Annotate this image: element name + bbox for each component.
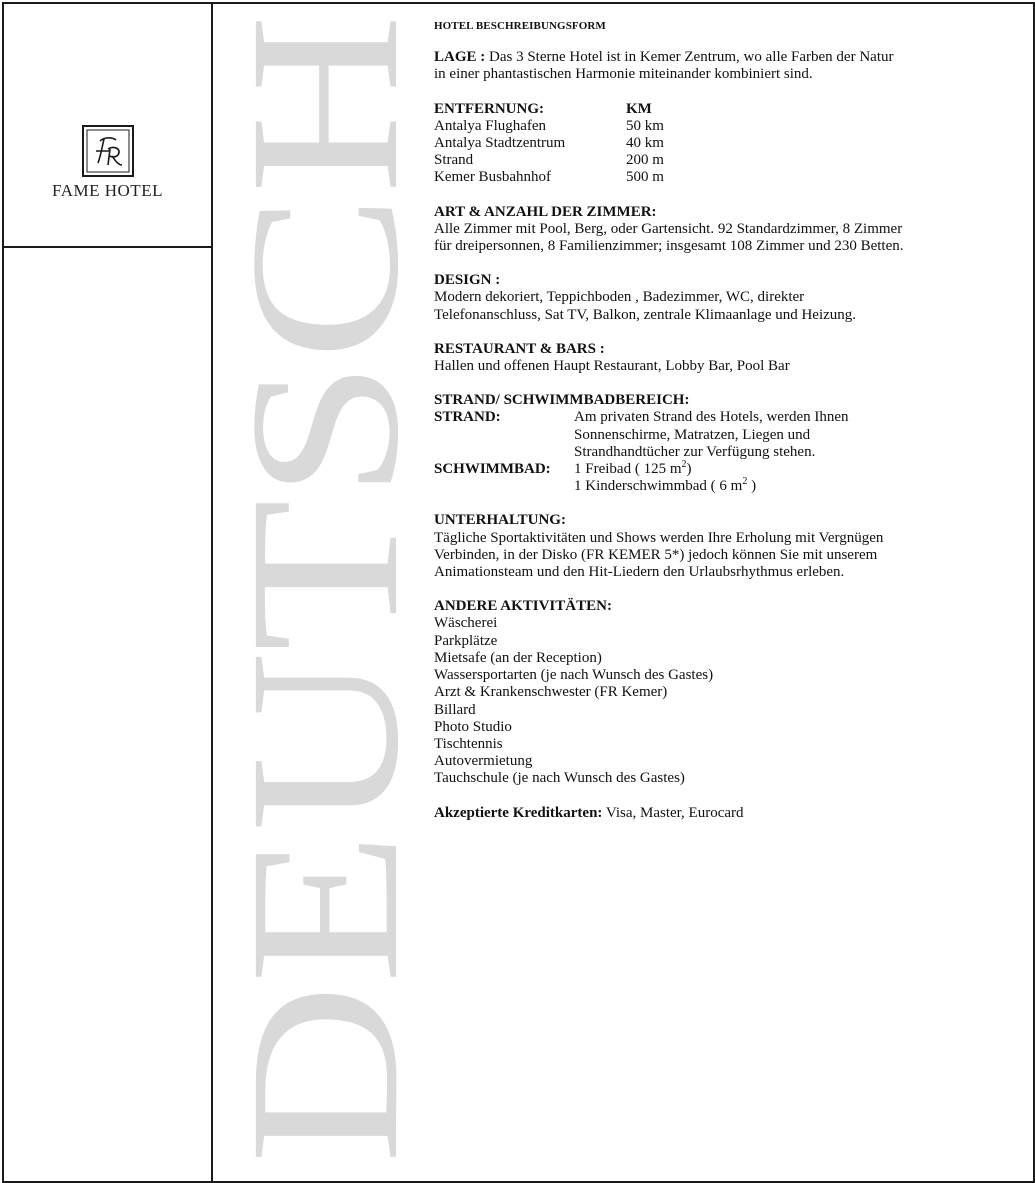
zimmer-text: Alle Zimmer mit Pool, Berg, oder Gartensicht. 92 Standardzimmer, 8 Zimmer für dreipersonnen, 8 Familienzimmer; insgesamt 108 Zimmer und 230 Betten. [434,220,904,255]
document-title: HOTEL BESCHREIBUNGSFORM [434,20,606,32]
language-watermark [206,4,443,1181]
section-lage [434,49,904,83]
watermark-text: DEUTSCH [206,177,443,1164]
distance-row [434,169,904,186]
activity-item: Mietsafe (an der Reception) [434,649,602,666]
pool-item-1-end: ) [686,461,692,478]
distance-unit-heading: KM [626,100,652,117]
distance-row [434,152,904,169]
distance-heading: ENTFERNUNG: [434,100,545,117]
distance-place: Kemer Busbahnhof [434,169,552,186]
kreditkarten-label: Akzeptierte Kreditkarten: [434,804,603,821]
section-entfernung [434,101,904,187]
distance-value: 40 km [626,135,664,152]
pool-item-1-text: 1 Freibad ( 125 m [574,461,682,478]
unterhaltung-text: Tägliche Sportaktivitäten und Shows werden Ihre Erholung mit Vergnügen Verbinden, in der Disko (FR KEMER 5*) jedoch können Sie mit unserem Animationsteam und den Hit-Liedern den Urlaubsrhythmus erleben. [434,529,884,581]
strand-heading: STRAND/ SCHWIMMBADBEREICH: [434,392,690,409]
lage-text: Das 3 Sterne Hotel ist in Kemer Zentrum, wo alle Farben der Natur in einer phantastischen Harmonie miteinander kombiniert sind. [434,49,894,83]
distance-header-row [434,101,904,118]
pool-list [574,461,904,495]
design-heading: DESIGN : [434,272,501,289]
hotel-name: FAME HOTEL [52,181,163,200]
activity-item: Billard [434,701,476,718]
pool-item-2 [574,478,756,494]
distance-place: Antalya Stadtzentrum [434,135,566,152]
aktivitaeten-heading: ANDERE AKTIVITÄTEN: [434,598,612,615]
logo-panel [4,4,211,246]
distance-place: Strand [434,152,474,169]
distance-row [434,135,904,152]
distance-value: 50 km [626,117,664,134]
section-zimmer [434,204,904,256]
activity-item: Parkplätze [434,632,498,649]
pool-item-2-end: ) [747,478,757,495]
restaurant-text: Hallen und offenen Haupt Restaurant, Lobby Bar, Pool Bar [434,358,790,375]
pool-item-1-sup: 2 [681,459,687,471]
distance-value: 200 m [626,152,664,169]
pool-item-1 [574,461,691,477]
description-content [434,18,904,839]
pool-row [434,461,904,495]
strand-row [434,409,904,461]
kreditkarten-text: Visa, Master, Eurocard [602,804,744,821]
section-restaurant [434,341,904,375]
distance-place: Antalya Flughafen [434,117,547,134]
lage-label: LAGE : [434,49,486,66]
fame-hotel-monogram-icon [82,125,134,177]
unterhaltung-heading: UNTERHALTUNG: [434,512,566,529]
strand-text: Am privaten Strand des Hotels, werden Ihnen Sonnenschirme, Matratzen, Liegen und Strandhandtücher zur Verfügung stehen. [574,409,849,460]
pool-item-2-text: 1 Kinderschwimmbad ( 6 m [574,478,743,495]
activity-item: Tischtennis [434,735,503,752]
pool-item-2-sup: 2 [742,476,748,488]
activity-item: Wassersportarten (je nach Wunsch des Gastes) [434,667,714,684]
distance-row [434,118,904,135]
activity-item: Photo Studio [434,718,512,735]
design-text: Modern dekoriert, Teppichboden , Badezimmer, WC, direkter Telefonanschluss, Sat TV, Balkon, zentrale Klimaanlage und Heizung. [434,289,857,323]
section-unterhaltung [434,512,904,581]
section-aktivitaeten [434,598,904,787]
section-strand [434,392,904,495]
activity-item: Wäscherei [434,615,498,632]
logo-divider [4,246,211,248]
section-design [434,272,904,324]
activity-item: Arzt & Krankenschwester (FR Kemer) [434,684,668,701]
pool-label: SCHWIMMBAD: [434,461,551,478]
strand-label: STRAND: [434,409,501,426]
activity-item: Autovermietung [434,753,533,770]
zimmer-heading: ART & ANZAHL DER ZIMMER: [434,203,657,220]
restaurant-heading: RESTAURANT & BARS : [434,340,605,357]
section-kreditkarten [434,805,904,822]
activity-item: Tauchschule (je nach Wunsch des Gastes) [434,770,685,787]
distance-value: 500 m [626,169,664,186]
